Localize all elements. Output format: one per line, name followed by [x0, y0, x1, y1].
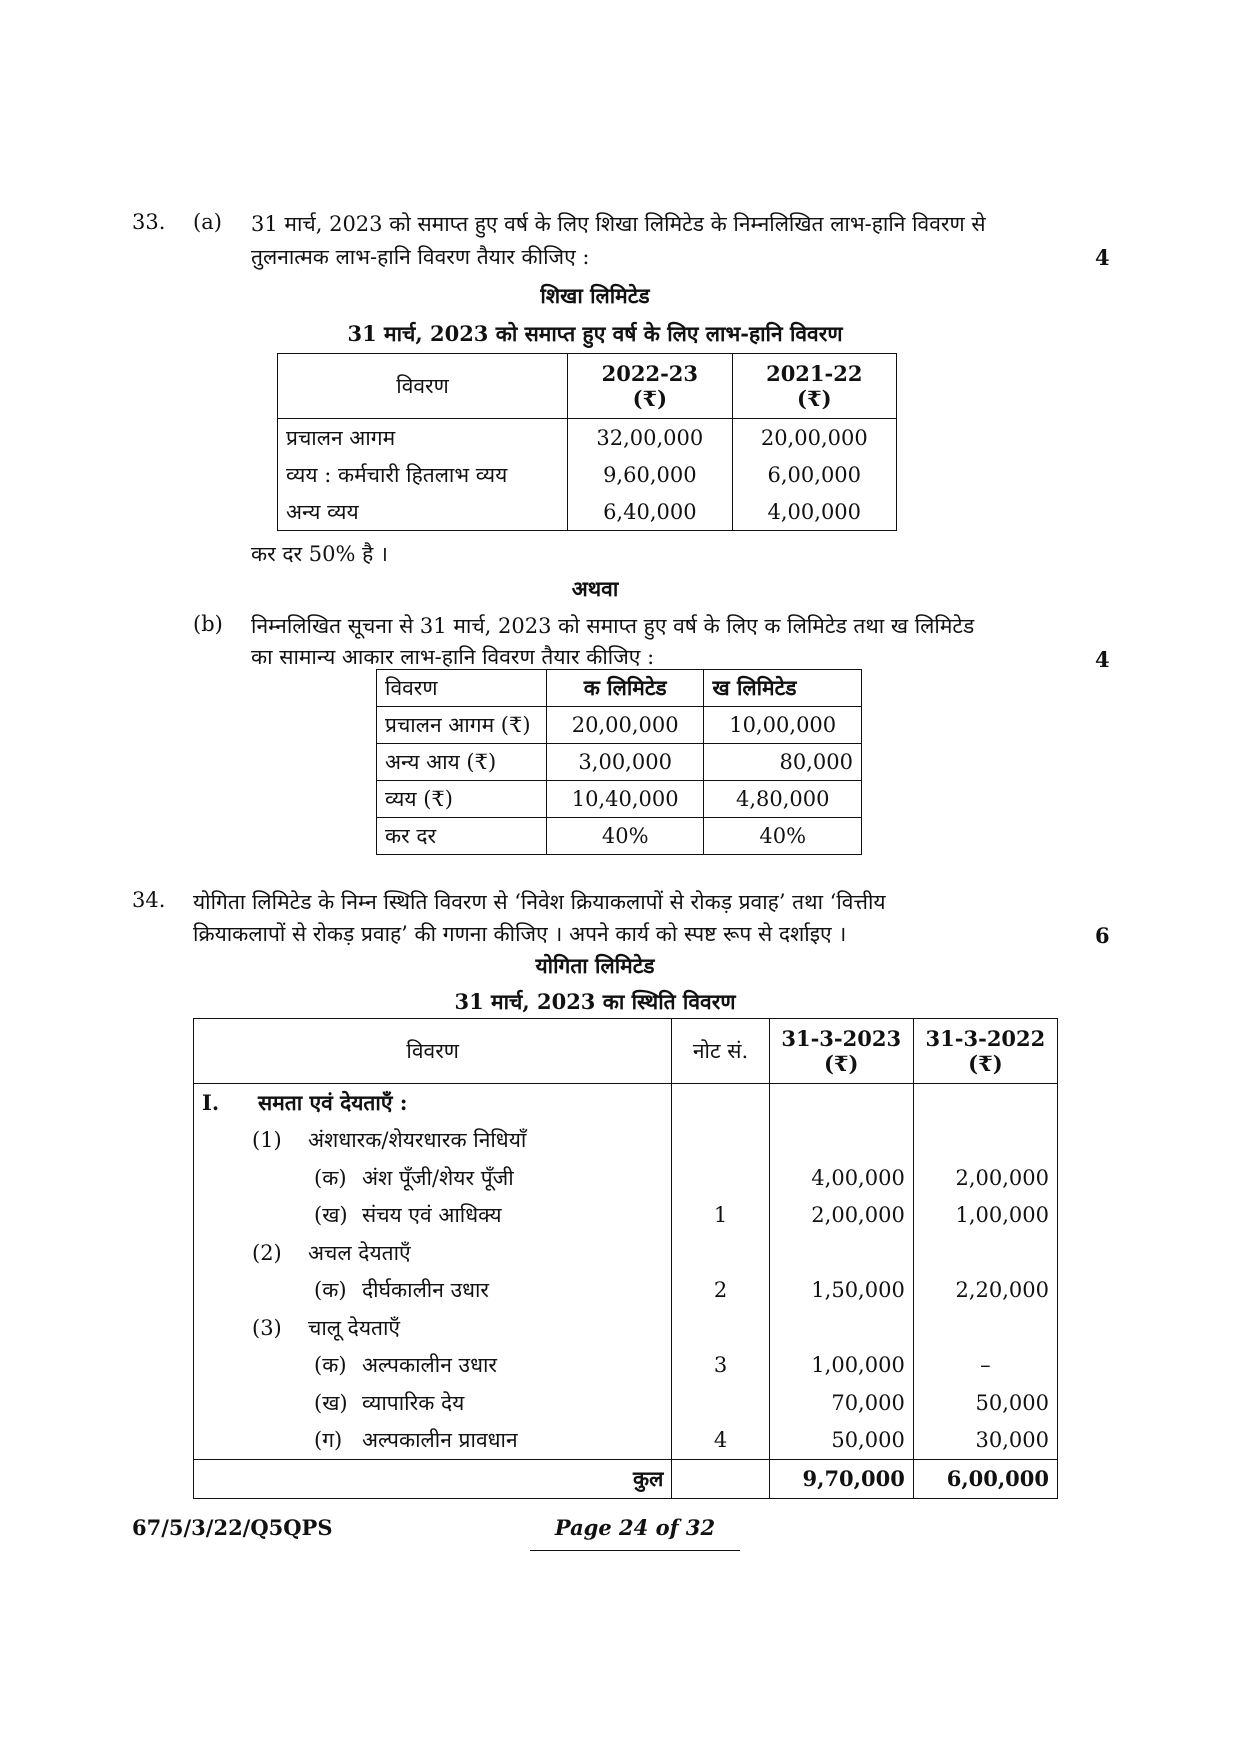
- table-row: (क) दीर्घकालीन उधार 2 1,50,000 2,20,000: [194, 1272, 1058, 1310]
- col-header-k-ltd: क लिमिटेड: [546, 670, 704, 707]
- q33-part-a-label: (a): [193, 210, 222, 234]
- col-header-kh-ltd: ख लिमिटेड: [704, 670, 862, 707]
- table-row: अन्य आय (₹) 3,00,000 80,000: [377, 744, 862, 781]
- page-number: Page 24 of 32: [554, 1515, 716, 1540]
- table-row: व्यय : कर्मचारी हितलाभ व्यय 9,60,000 6,00,000: [278, 456, 897, 493]
- col-header-2023: 31-3-2023 (₹): [769, 1019, 913, 1084]
- q34-number: 34.: [132, 888, 166, 912]
- q33-part-b-marks: 4: [1095, 647, 1110, 672]
- q33-part-b-line2: का सामान्य आकार लाभ-हानि विवरण तैयार कीजिए :: [251, 645, 655, 669]
- q34-marks: 6: [1095, 923, 1110, 948]
- total-row: कुल 9,70,000 6,00,000: [194, 1460, 1058, 1499]
- q33-common-size-table: [376, 669, 862, 855]
- table-row: (ग) अल्पकालीन प्रावधान 4 50,000 30,000: [194, 1422, 1058, 1460]
- table-row: I. समता एवं देयताएँ :: [194, 1084, 1058, 1122]
- q33-part-a-marks: 4: [1095, 245, 1110, 270]
- table-row: प्रचालन आगम 32,00,000 20,00,000: [278, 419, 897, 457]
- page-number-underline: [530, 1550, 740, 1551]
- col-header-particulars: विवरण: [278, 354, 568, 419]
- q33-statement-title: 31 मार्च, 2023 को समाप्त हुए वर्ष के लिए लाभ-हानि विवरण: [347, 321, 843, 346]
- col-header-particulars: विवरण: [194, 1019, 672, 1084]
- q33-number: 33.: [132, 210, 166, 234]
- table-row: प्रचालन आगम (₹) 20,00,000 10,00,000: [377, 707, 862, 744]
- table-row: अन्य व्यय 6,40,000 4,00,000: [278, 493, 897, 531]
- col-header-2021-22: 2021-22 (₹): [732, 354, 896, 419]
- q33-company-name: शिखा लिमिटेड: [540, 283, 650, 308]
- col-header-note-no: नोट सं.: [672, 1019, 769, 1084]
- table-row: व्यय (₹) 10,40,000 4,80,000: [377, 781, 862, 818]
- q33-part-a-line2: तुलनात्मक लाभ-हानि विवरण तैयार कीजिए :: [251, 245, 590, 269]
- col-header-2022-23: 2022-23 (₹): [568, 354, 732, 419]
- q33-pl-table: [277, 353, 897, 531]
- table-row: (क) अल्पकालीन उधार 3 1,00,000 –: [194, 1347, 1058, 1385]
- q34-statement-title: 31 मार्च, 2023 का स्थिति विवरण: [454, 989, 736, 1014]
- table-row: (ख) संचय एवं आधिक्य 1 2,00,000 1,00,000: [194, 1197, 1058, 1235]
- table-row: (3) चालू देयताएँ: [194, 1309, 1058, 1347]
- table-row: (1) अंशधारक/शेयरधारक निधियाँ: [194, 1122, 1058, 1160]
- q33-or: अथवा: [571, 576, 619, 601]
- q34-line1: योगिता लिमिटेड के निम्न स्थिति विवरण से ‘निवेश क्रियाकलापों से रोकड़ प्रवाह’ तथा ‘वित्तीय: [193, 890, 886, 914]
- table-row: (2) अचल देयताएँ: [194, 1234, 1058, 1272]
- q34-line2: क्रियाकलापों से रोकड़ प्रवाह’ की गणना कीजिए । अपने कार्य को स्पष्ट रूप से दर्शाइए ।: [193, 922, 847, 946]
- col-header-particulars: विवरण: [377, 670, 547, 707]
- paper-code: 67/5/3/22/Q5QPS: [132, 1515, 333, 1540]
- table-row: (क) अंश पूँजी/शेयर पूँजी 4,00,000 2,00,000: [194, 1159, 1058, 1197]
- q33-tax-note: कर दर 50% है ।: [251, 542, 388, 566]
- q33-part-b-line1: निम्नलिखित सूचना से 31 मार्च, 2023 को समाप्त हुए वर्ष के लिए क लिमिटेड तथा ख लिमिटेड: [251, 614, 975, 638]
- q33-part-b-label: (b): [193, 612, 223, 636]
- col-header-2022: 31-3-2022 (₹): [913, 1019, 1057, 1084]
- table-row: (ख) व्यापारिक देय 70,000 50,000: [194, 1384, 1058, 1422]
- q33-part-a-line1: 31 मार्च, 2023 को समाप्त हुए वर्ष के लिए शिखा लिमिटेड के निम्नलिखित लाभ-हानि विवरण से: [251, 212, 986, 236]
- q34-balance-sheet-table: [193, 1018, 1058, 1499]
- q34-company-name: योगिता लिमिटेड: [535, 953, 655, 978]
- table-row: कर दर 40% 40%: [377, 818, 862, 855]
